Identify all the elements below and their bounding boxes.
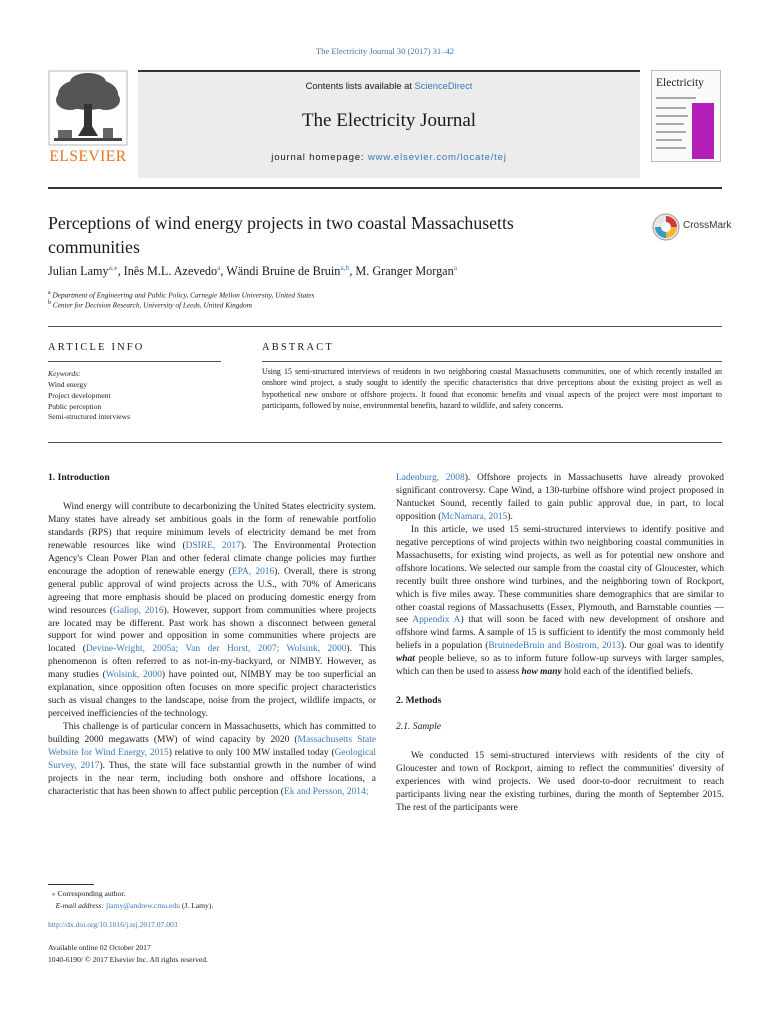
corresponding-mark: ⁎ [51,889,56,898]
homepage-link[interactable]: www.elsevier.com/locate/tej [367,152,507,163]
paragraph [48,721,376,799]
affiliation-text: Department of Engineering and Public Policy, Carnegie Mellon University, United States [52,290,315,300]
abstract-text: Using 15 semi-structured interviews of residents in two neighboring coastal Massachusetts communities, one of which recently installed an onshore wind project, a study sought to identify the specific characteristics that drive perceptions about the existing project as well as hypothetical new onshore or offshore projects. It found that economic benefits and visual aspects of the project were most important to participants, followed by noise, environmental benefits, hazard to wildlife, and safety concerns. [262,367,722,410]
keyword: Public perception [48,401,102,411]
text-run: people believe, so as to inform future follow-up surveys with larger samples, which can then be used to assess [396,654,724,678]
text-run: hold each of the identified beliefs. [561,667,693,678]
author-name[interactable]: Julian Lamy [48,264,109,279]
copyright: 1040-6190/ © 2017 Elsevier Inc. All rights reserved. [48,954,208,964]
paragraph [48,501,376,721]
email-suffix: (J. Lamy). [179,900,214,910]
keyword: Wind energy [48,380,87,389]
author-affiliation-mark[interactable]: a,b [340,263,350,272]
paragraph [396,524,724,679]
text-run: ). Thus, the state will face substantial growth in the number of wind projects in the near term, including both onshore and offshore locations, a characteristic that has been shown to affect public perception ( [48,761,377,797]
homepage-line [138,152,640,163]
text-run: ). Offshore projects in Massachusetts have already provoked significant controversy. Cape Wind, a 130-turbine offshore wind project proposed in Nantucket Sound, recently failed to gain public approval due, in part, to local opposition ( [396,473,724,522]
crossmark-icon [651,212,681,242]
publication-info [48,942,208,965]
author-affiliation-mark[interactable]: a [217,263,221,272]
citation-link[interactable]: BruinedeBruin and Bostrom, 2013 [488,641,621,652]
paragraph [396,750,724,815]
journal-title: The Electricity Journal [301,110,477,131]
text-run: ). The Environmental Protection Agency's Clean Power Plan and other federal climate change policies may further encourage the adoption of renewable energy ( [48,540,376,577]
email-link[interactable]: jlamy@andrew.cmu.edu [105,900,180,910]
keyword: Semi-structured interviews [48,412,131,422]
cover-text-line [656,131,686,133]
cover-text-line [656,97,696,99]
cover-text-line [656,107,686,109]
text-run: ) that will soon be faced with new development of onshore and offshore wind farms. A sample of 15 is sufficient to identify the most commonly held beliefs in a population ( [396,615,725,652]
author-name[interactable]: Inês M.L. Azevedo [123,264,218,279]
header-rule [48,187,722,189]
text-run: ) relative to only 100 MW installed today ( [168,748,335,759]
affiliation-b [48,300,252,309]
keyword: Project development [48,390,111,400]
abstract-bottom-rule [48,442,722,443]
citation-link[interactable]: Wolsink, 2000 [105,670,162,681]
elsevier-wordmark: ELSEVIER [49,148,127,165]
crossmark-label: CrossMark [683,220,732,231]
citation-link[interactable]: Ek and Persson, 2014; [283,786,369,797]
citation-link[interactable]: Devine-Wright, 2005a; Van der Horst, 2007; Wolsink, 2000 [85,644,347,655]
emphasis: how many [521,667,562,678]
author-list: Julian Lamy$^{a,⁎}$, Inês M.L. Azevedo$^a$, Wändi Bruine de Bruin$^{a,b}$, M. Granger Morgan$^a$ [48,263,458,279]
citation-link[interactable]: DSIRE, 2017 [185,540,241,551]
citation-link[interactable]: Appendix A [412,615,461,626]
text-run: ). Our goal was to identify [620,641,724,652]
article-info-heading: ARTICLE INFO [48,342,145,353]
email-label: E-mail address: [55,900,105,910]
cover-title: Electricity [656,77,704,89]
available-online: Available online 02 October 2017 [48,943,151,952]
keywords-list [48,380,130,423]
journal-cover-thumbnail[interactable] [651,70,721,162]
corresponding-author-note [48,888,213,900]
body-column-right [396,472,724,815]
citation-line[interactable]: The Electricity Journal 30 (2017) 31–42 [315,46,455,56]
paragraph [396,472,724,524]
affiliation-text: Center for Decision Research, University of Leeds, United Kingdom [52,300,252,310]
affiliation-a [48,290,314,299]
text-run: We conducted 15 semi-structured interviews with residents of the city of Gloucester and town of Rockport, aiming to reflect the communities' diversity of experiences with wind projects. We used door-to-door recruitment to reach participants living near the existing turbines, during the month of September 2015. The rest of the participants were [396,751,724,813]
footnotes [48,888,213,911]
cover-text-line [656,147,686,149]
author-name[interactable]: M. Granger Morgan [355,264,454,279]
text-run: Wind energy will contribute to decarbonizing the United States electricity system. Many states have already set ambitious goals in the form of renewable portfolio standards (RPS) that require minimum levels of electricity demand be met from renewable resources like wind ( [48,501,376,551]
body-column-left [48,472,376,799]
contents-prefix: Contents lists available at [305,80,415,91]
doi-link[interactable]: http://dx.doi.org/10.1016/j.tej.2017.07.003 [48,920,178,929]
section-heading-methods: 2. Methods [396,695,442,707]
cover-text-line [656,115,688,117]
abstract-heading: ABSTRACT [262,342,334,353]
emphasis: what [396,654,415,665]
citation-link[interactable]: EPA, 2016 [231,566,275,577]
text-run: ). Overall, there is strong general public approval of wind projects across the U.S., with 70% of Americans agreeing that more emphasis should be placed on producing domestic energy from wind resources ( [48,566,376,616]
citation-link[interactable]: Geological Survey, 2017 [48,748,376,772]
text-run: ). However, support from communities where projects are located may be different. Past work has shown a disconnect between general support for wind power and opposition in some communities where projects are located ( [48,605,377,655]
contents-line [138,80,640,91]
footnote-rule [48,884,94,885]
author-affiliation-mark[interactable]: a [453,263,458,272]
cover-text-line [656,123,684,125]
subsection-heading-sample: 2.1. Sample [396,721,442,733]
cover-accent-bar [692,103,714,159]
affiliation-mark: b [48,300,51,306]
article-title: Perceptions of wind energy projects in two coastal Massachusetts communities [48,213,514,257]
citation-link[interactable]: Massachusetts State Website for Wind Energy, 2015 [48,735,377,759]
text-run: ). This phenomenon is often referred to as not-in-my-backyard, or NIMBY. However, as many studies ( [48,644,376,681]
text-run: ). [507,511,513,522]
info-top-rule [48,326,722,327]
email-note [48,900,213,912]
corresponding-text: Corresponding author. [57,889,126,898]
journal-header [48,70,722,182]
keywords-label: Keywords: [48,369,81,378]
author-name[interactable]: Wändi Bruine de Bruin [226,264,341,279]
citation-link[interactable]: Gallop, 2016 [113,605,164,616]
cover-text-line [656,139,682,141]
homepage-prefix: journal homepage: [271,152,368,163]
sciencedirect-link[interactable]: ScienceDirect [414,80,473,91]
text-run: In this article, we used 15 semi-structured interviews to identify positive and negative perceptions of wind projects within two neighboring coastal communities in Massachusetts, for existing wind projects, as well as for potential new onshore and offshore locations. We selected our sample from the coastal city of Gloucester, which recently built three onshore wind turbines, and the neighboring town of Rockport, which is five miles away. These communities share demographics that are similar to other coastal regions of Massachusetts (Essex, Plymouth, and Barnstable counties — see [396,524,724,626]
citation-link[interactable]: McNamara, 2015 [441,511,508,522]
citation-link[interactable]: Ladenburg, 2008 [396,473,465,483]
text-run: This challenge is of particular concern in Massachusetts, which has committed to building 2000 megawatts (MW) of wind capacity by 2020 ( [48,722,376,746]
text-run: ) have pointed out, NIMBY may be too superficial an explanation, since opposition often focuses on more specific project characteristics such as visual changes to the landscape, noise from the project, wildlife impacts, or perceived inefficiencies of the technology. [48,670,377,720]
abstract-rule [262,361,722,362]
journal-banner [138,70,640,178]
affiliation-mark: a [48,290,51,296]
crossmark-badge[interactable] [651,212,732,242]
article-info-rule [48,361,221,362]
author-affiliation-mark[interactable]: a,⁎ [108,263,118,272]
section-heading-introduction: 1. Introduction [48,472,110,483]
